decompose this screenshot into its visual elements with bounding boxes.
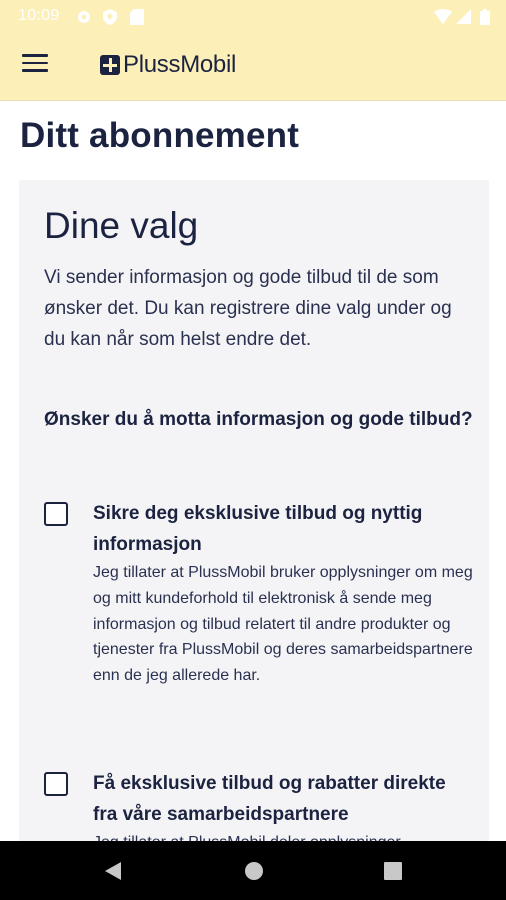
logo-text: PlussMobil xyxy=(123,51,237,78)
option-title: Sikre deg eksklusive tilbud og nyttig informasjon xyxy=(93,503,423,555)
choices-card xyxy=(19,180,489,880)
checkbox-partner-offers[interactable] xyxy=(44,772,68,796)
card-title: Dine valg xyxy=(44,205,199,246)
back-icon[interactable] xyxy=(103,861,123,881)
settings-icon xyxy=(76,9,92,25)
option-title: Få eksklusive tilbud og rabatter direkte fra våre samarbeidspartnere xyxy=(93,773,446,825)
option-description: Jeg tillater at PlussMobil bruker opplysninger om meg og mitt kundeforhold til elektronisk å sende meg informasjon og tilbud relatert til andre produkter og tjenester fra PlussMobil og deres samarbeidspartnere enn de jeg allerede har. xyxy=(93,564,473,685)
page-title: Ditt abonnement xyxy=(20,116,300,155)
app-bar xyxy=(0,32,506,101)
signal-icon xyxy=(456,9,471,24)
question-text: Ønsker du å motta informasjon og gode tilbud? xyxy=(44,409,473,430)
plus-logo-icon xyxy=(100,55,120,75)
recents-icon[interactable] xyxy=(384,862,402,880)
status-time: 10:09 xyxy=(18,7,60,24)
sd-card-icon xyxy=(130,9,144,25)
status-bar xyxy=(0,0,506,32)
hamburger-menu-icon[interactable] xyxy=(22,54,48,76)
logo[interactable] xyxy=(100,51,236,79)
wifi-icon xyxy=(434,9,452,24)
shield-icon xyxy=(103,9,117,25)
navigation-bar xyxy=(0,841,506,900)
checkbox-exclusive-offers[interactable] xyxy=(44,502,68,526)
battery-icon xyxy=(480,9,490,25)
home-icon[interactable] xyxy=(244,861,264,881)
intro-text: Vi sender informasjon og gode tilbud til de som ønsker det. Du kan registrere dine valg under og du kan når som helst endre det. xyxy=(44,267,452,350)
